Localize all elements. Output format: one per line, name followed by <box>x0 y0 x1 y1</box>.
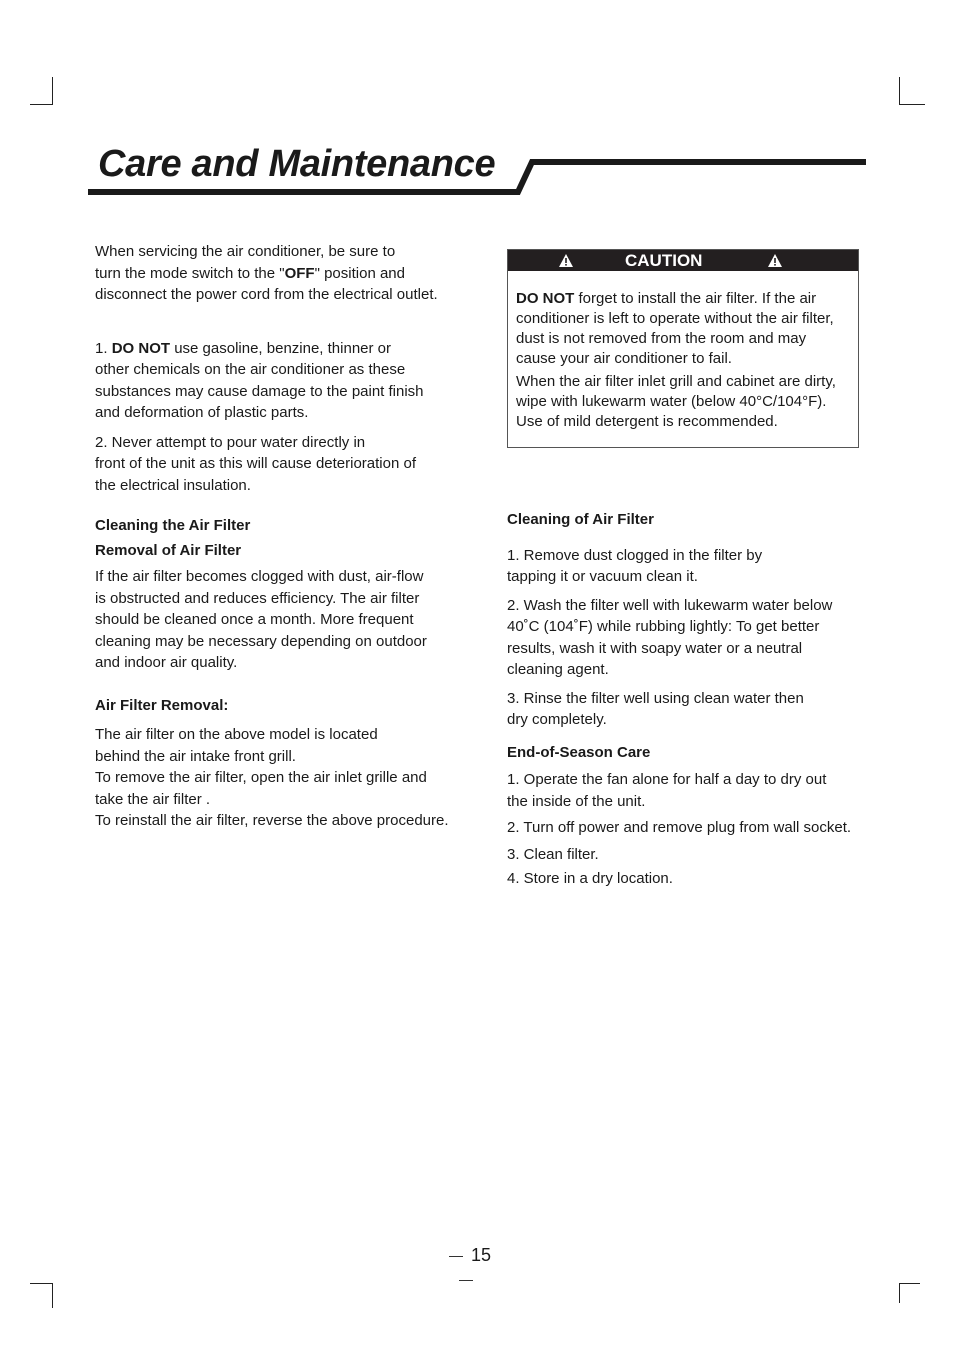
filter-removal-paragraph: The air filter on the above model is located behind the air intake front grill. To remove the air filter, open the air inlet grille and take the air filter . To reinstall the air filter, reverse the above procedure. <box>95 726 449 829</box>
crop-mark-bottom-left-v <box>52 1283 53 1308</box>
caution-paragraph-1: DO NOT forget to install the air filter. If the air conditioner is left to operate without the air filter, dust is not removed from the room and may cause your air conditioner to fail. <box>516 290 834 367</box>
season-step-3: 3. Clean filter. <box>507 845 599 863</box>
cleaning-step-1: 1. Remove dust clogged in the filter by tapping it or vacuum clean it. <box>507 546 763 585</box>
page-number: 15 <box>426 1243 506 1291</box>
heading-end-of-season-care: End-of-Season Care <box>507 743 651 761</box>
heading-cleaning-air-filter: Cleaning the Air Filter <box>95 517 251 534</box>
caution-label: CAUTION <box>625 251 703 270</box>
crop-mark-bottom-left-h <box>30 1283 53 1284</box>
crop-mark-bottom-right-v <box>899 1283 900 1303</box>
cleaning-step-3: 3. Rinse the filter well using clean water then dry completely. <box>507 689 804 728</box>
cleaning-step-2: 2. Wash the filter well with lukewarm water below 40˚C (104˚F) while rubbing lightly: To get better results, wash it with soapy water or a neutral cleaning agent. <box>507 596 833 678</box>
season-step-2: 2. Turn off power and remove plug from wall socket. <box>507 819 852 836</box>
caution-header <box>508 250 858 271</box>
heading-removal-of-air-filter: Removal of Air Filter <box>95 541 242 559</box>
crop-mark-bottom-right-h <box>899 1283 920 1284</box>
caution-box <box>507 249 859 448</box>
caution-body <box>516 289 861 432</box>
warning-triangle-icon <box>558 253 574 268</box>
page-title: Care and Maintenance <box>98 143 496 185</box>
heading-air-filter-removal: Air Filter Removal: <box>95 696 229 714</box>
title-rule <box>0 0 954 200</box>
right-column <box>507 509 887 890</box>
removal-paragraph: If the air filter becomes clogged with dust, air-flow is obstructed and reduces efficiency. The air filter should be cleaned once a month. More frequent cleaning may be necessary depending on outdoor and indoor air quality. <box>95 568 427 671</box>
item-1: 1. DO NOT use gasoline, benzine, thinner or other chemicals on the air conditioner as these substances may cause damage to the paint finish and deformation of plastic parts. <box>95 339 424 421</box>
season-step-1: 1. Operate the fan alone for half a day to dry out the inside of the unit. <box>507 771 827 810</box>
heading-cleaning-of-air-filter: Cleaning of Air Filter <box>507 511 654 528</box>
intro-paragraph: When servicing the air conditioner, be sure to turn the mode switch to the "OFF" position and disconnect the power cord from the electrical outlet. <box>95 243 438 303</box>
season-step-4: 4. Store in a dry location. <box>507 870 673 887</box>
warning-triangle-icon <box>767 253 783 268</box>
caution-paragraph-2: When the air filter inlet grill and cabinet are dirty, wipe with lukewarm water (below 40°C/104°F). Use of mild detergent is recommended. <box>516 373 836 430</box>
left-column <box>95 241 480 832</box>
item-2: 2. Never attempt to pour water directly in front of the unit as this will cause deterioration of the electrical insulation. <box>95 433 417 494</box>
